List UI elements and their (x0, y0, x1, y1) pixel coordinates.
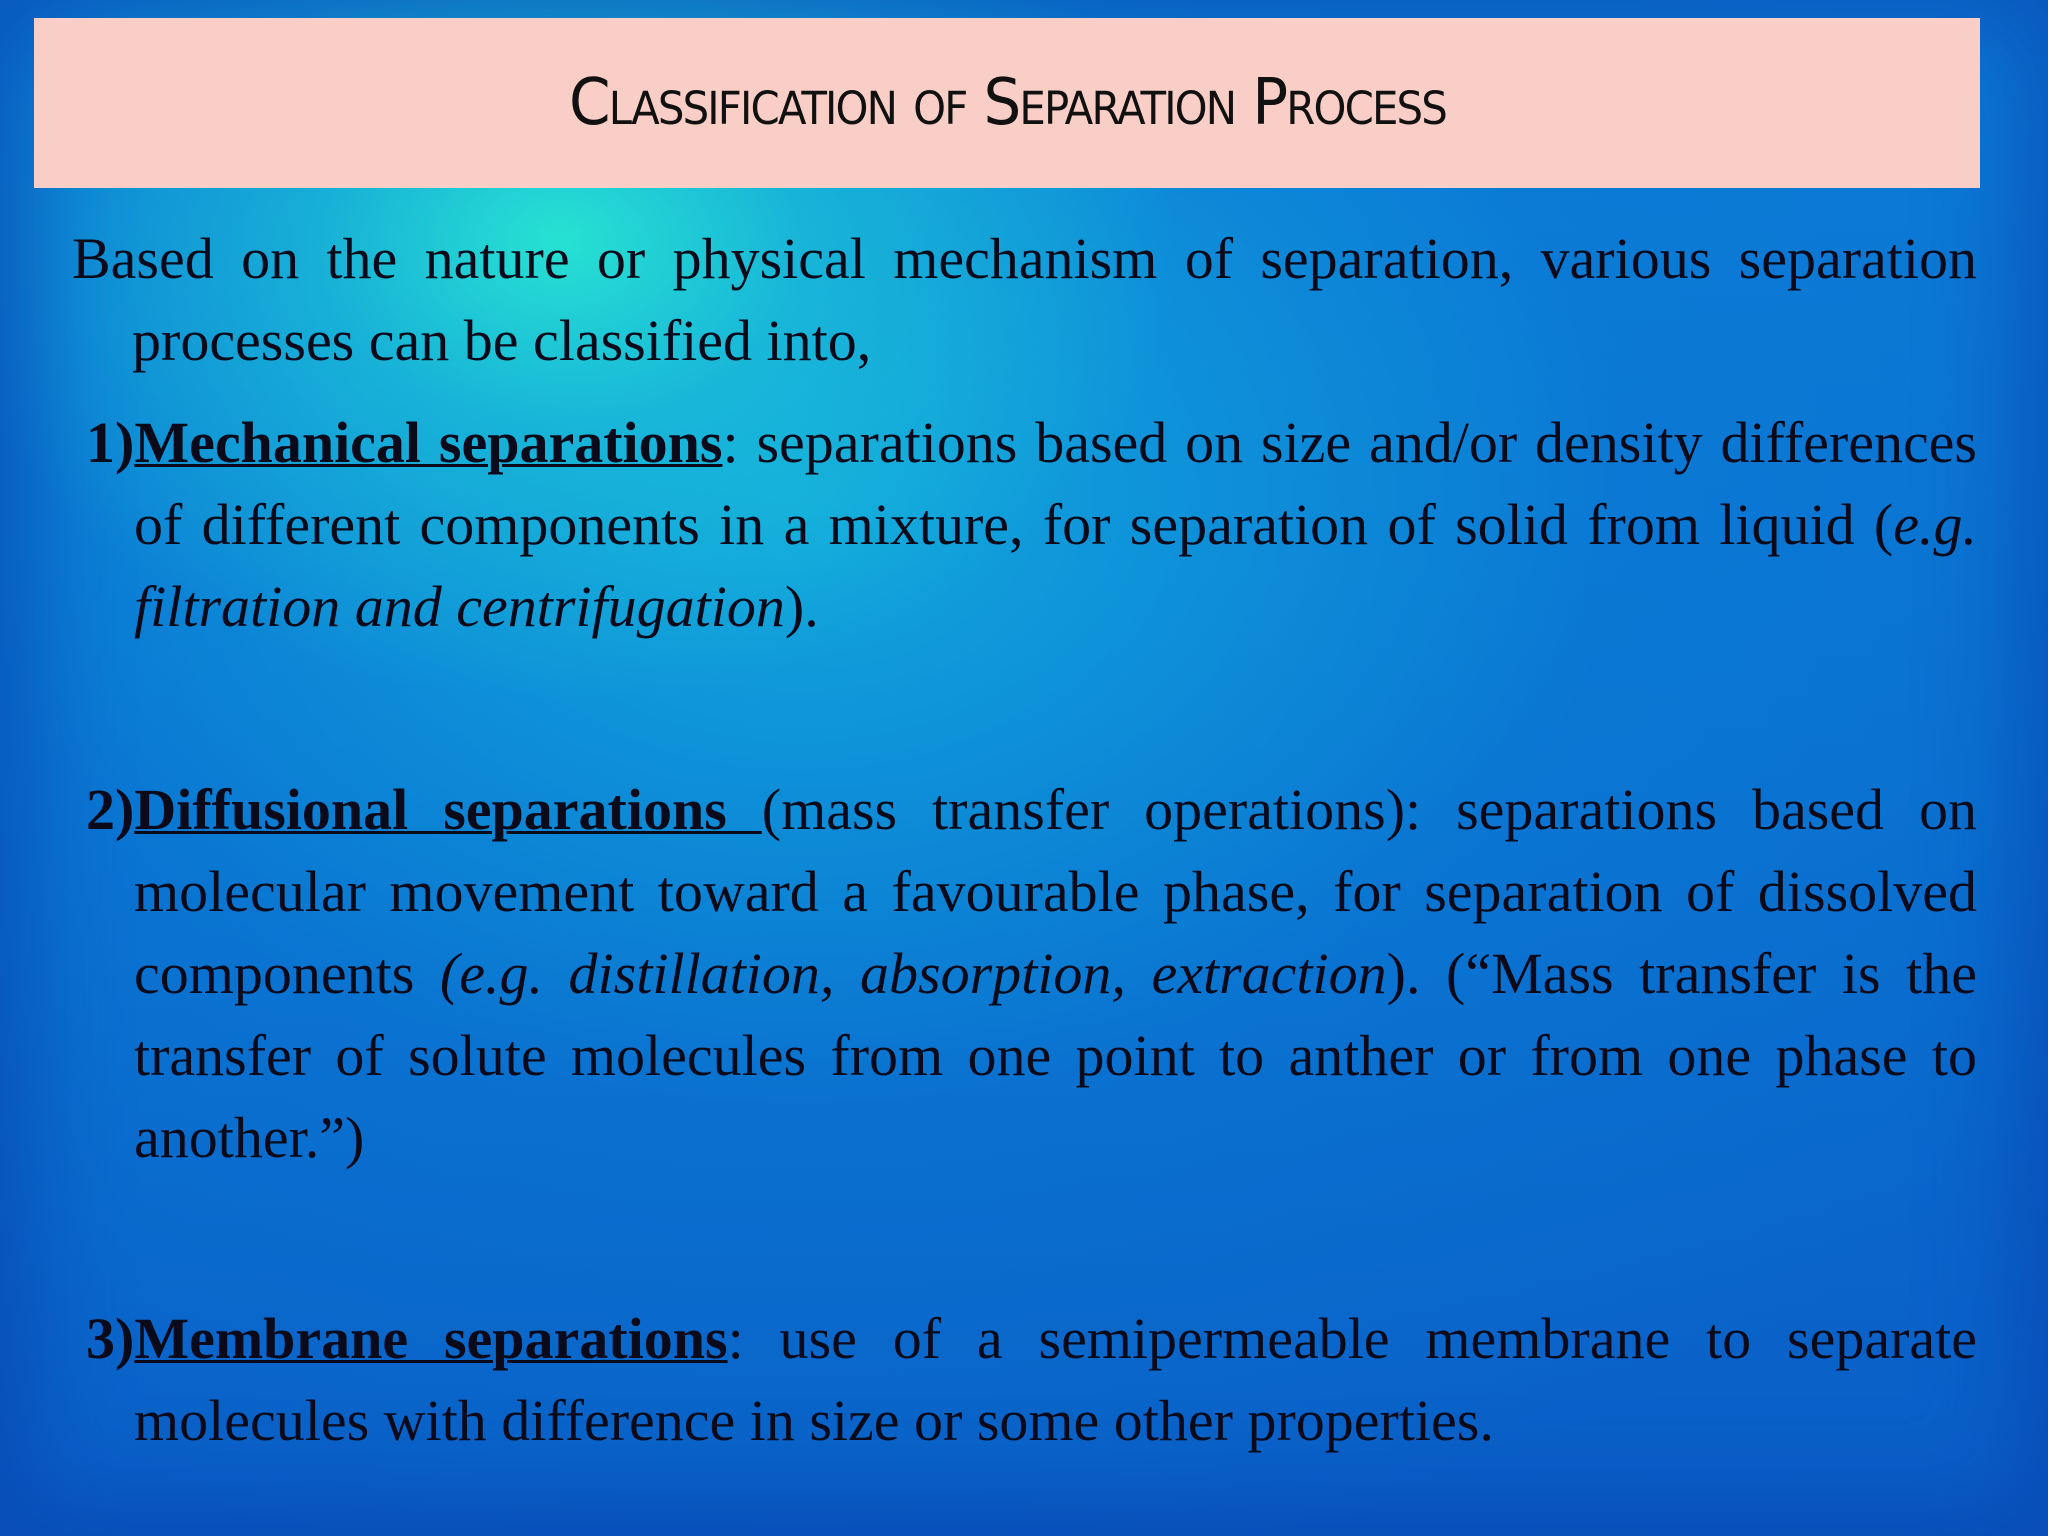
intro-paragraph: Based on the nature or physical mechanism of separation, various separation processes can be classified into, (72, 226, 1977, 373)
item-number: 3) (86, 1306, 135, 1371)
slide-title: Classification of Separation Process (568, 66, 1446, 140)
item-description: : use of a semipermeable membrane to separate molecules with difference in size or some other properties. (134, 1306, 1977, 1453)
item-tail: ). (“Mass transfer is the transfer of solute molecules from one point to anther or from one phase to another.”) (134, 941, 1977, 1170)
item-description: (mass transfer operations): separations based on molecular movement toward a favourable phase, for separation of dissolved components (134, 777, 1977, 1006)
item-number: 2) (86, 777, 135, 842)
list-item-membrane (72, 1298, 1977, 1462)
item-examples: e.g. filtration and centrifugation (134, 492, 1977, 639)
title-banner (34, 18, 1980, 188)
item-term: Membrane separations (134, 1306, 728, 1371)
item-tail: ). (784, 574, 819, 639)
item-examples: (e.g. distillation, absorption, extraction (439, 941, 1387, 1006)
item-term: Mechanical separations (134, 410, 723, 475)
item-number: 1) (86, 410, 135, 475)
list-item-diffusional (72, 769, 1977, 1179)
slide-body (72, 218, 1977, 1462)
item-description: : separations based on size and/or density differences of different components in a mixture, for separation of solid from liquid ( (134, 410, 1977, 557)
list-item-mechanical (72, 402, 1977, 648)
item-term: Diffusional separations (134, 777, 762, 842)
